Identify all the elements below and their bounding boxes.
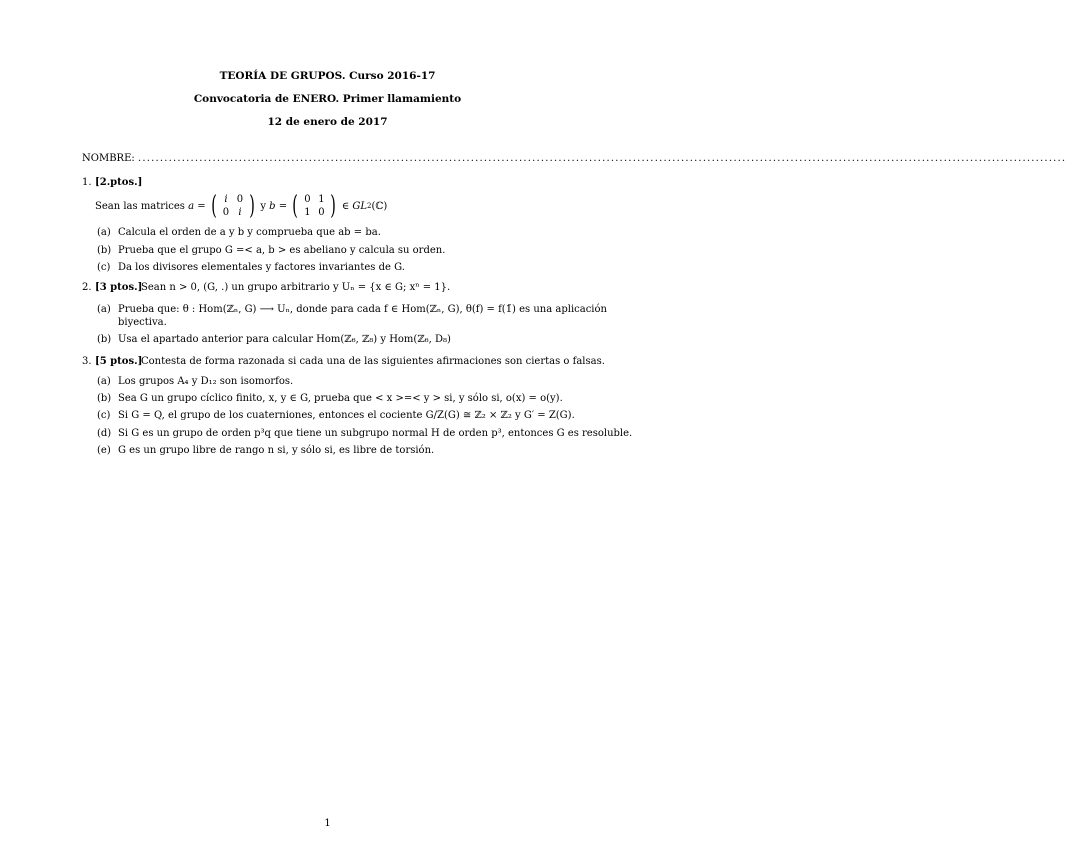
question-3b-label: (b): [97, 393, 112, 404]
matrix-cell: i: [238, 207, 242, 218]
matrix-cell: 1: [304, 207, 311, 218]
question-1a-label: (a): [97, 227, 111, 238]
question-1-matrices: [95, 192, 387, 220]
question-2b-label: (b): [97, 334, 112, 345]
question-3e-text: G es un grupo libre de rango n si, y sólo si, es libre de torsión.: [118, 445, 435, 456]
gl-subscript: 2: [367, 202, 372, 210]
question-1c-label: (c): [97, 262, 111, 273]
conjunction: y: [260, 200, 266, 212]
question-1b-label: (b): [97, 245, 112, 256]
matrix-cell: 0: [318, 207, 325, 218]
matrix-cell: 0: [222, 207, 230, 218]
question-2a-text: Prueba que: θ : Hom(ℤₙ, G) ⟶ Uₙ, donde para cada f ∈ Hom(ℤₙ, G), θ(f) = f(1̄) es una aplicación: [118, 304, 607, 315]
matrix-cell: 0: [236, 194, 244, 205]
question-2b-text: Usa el apartado anterior para calcular Hom(ℤ₆, ℤ₈) y Hom(ℤ₆, D₈): [118, 334, 451, 345]
matrix-a-label: a =: [188, 200, 206, 212]
matrix-a: ( i 0 0 i ): [211, 191, 255, 221]
page-number: 1: [324, 818, 331, 829]
question-3a-label: (a): [97, 376, 111, 387]
question-2-points: [3 ptos.]: [95, 282, 143, 293]
exam-date: 12 de enero de 2017: [267, 116, 388, 128]
gl-argument: (ℂ): [371, 200, 388, 212]
question-1a-text: Calcula el orden de a y b y comprueba que ab = ba.: [118, 227, 381, 238]
question-1-intro: Sean las matrices: [95, 200, 185, 212]
question-3a-text: Los grupos A₄ y D₁₂ son isomorfos.: [118, 376, 294, 387]
exam-session: Convocatoria de ENERO. Primer llamamiento: [193, 93, 462, 105]
question-3b-text: Sea G un grupo cíclico finito, x, y ∈ G, prueba que < x >=< y > si, y sólo si, o(x) = o(y).: [118, 393, 563, 404]
matrix-b-label: b =: [269, 200, 288, 212]
question-3d-label: (d): [97, 428, 112, 439]
matrix-cell: 1: [318, 194, 325, 205]
question-3-intro: Contesta de forma razonada si cada una de las siguientes afirmaciones son ciertas o falsas.: [141, 356, 605, 367]
question-1-number: 1.: [82, 177, 92, 188]
matrix-b: ( 0 1 1 0 ): [292, 191, 337, 221]
question-3d-text: Si G es un grupo de orden p³q que tiene un subgrupo normal H de orden p³, entonces G es resoluble.: [118, 428, 633, 439]
question-3c-label: (c): [97, 410, 111, 421]
matrix-cell: i: [224, 194, 228, 205]
question-3c-text: Si G = Q, el grupo de los cuaterniones, entonces el cociente G/Z(G) ≅ ℤ₂ × ℤ₂ y G′ = Z(G).: [118, 410, 575, 421]
question-2a-label: (a): [97, 304, 111, 315]
question-1b-text: Prueba que el grupo G =< a, b > es abeliano y calcula su orden.: [118, 245, 446, 256]
matrix-cell: 0: [304, 194, 311, 205]
question-3-points: [5 ptos.]: [95, 356, 143, 367]
gl-symbol: ∈ GL: [341, 200, 368, 212]
question-3e-label: (e): [97, 445, 111, 456]
question-1c-text: Da los divisores elementales y factores invariantes de G.: [118, 262, 405, 273]
question-1-points: [2.ptos.]: [95, 177, 143, 188]
name-field-dots: ....................................................................................................................................................................................................................: [138, 153, 1066, 164]
question-2-number: 2.: [82, 282, 92, 293]
page-title: TEORÍA DE GRUPOS. Curso 2016-17: [219, 70, 436, 82]
question-2-intro: Sean n > 0, (G, .) un grupo arbitrario y Uₙ = {x ∈ G; xⁿ = 1}.: [141, 282, 451, 293]
question-3-number: 3.: [82, 356, 92, 367]
name-label: NOMBRE:: [82, 153, 135, 164]
question-2a-text-cont: biyectiva.: [118, 317, 167, 328]
